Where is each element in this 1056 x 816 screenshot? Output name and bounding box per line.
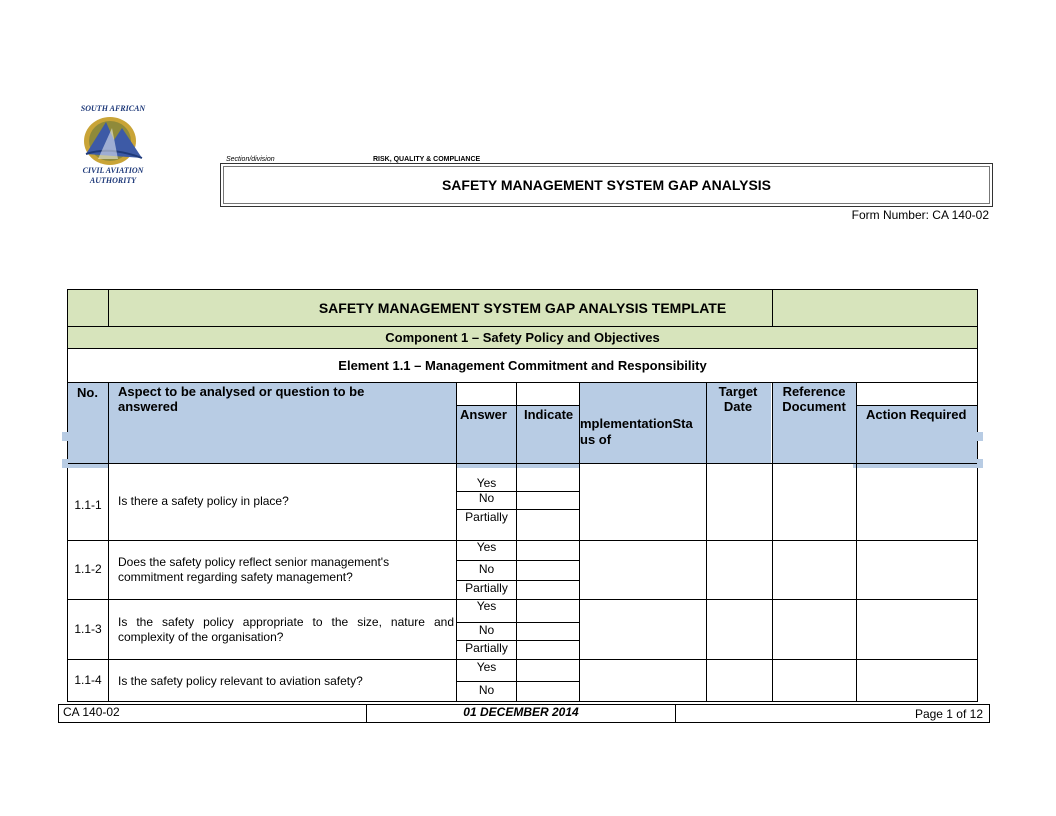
header-aspect: Aspect to be analysed or question to be answered [118,384,365,414]
header-answer: Answer [460,407,507,422]
header-indicate: Indicate [524,407,574,422]
row-4-answer-yes[interactable]: Yes [476,660,497,674]
table-title: SAFETY MANAGEMENT SYSTEM GAP ANALYSIS TEMPLATE [68,290,977,327]
row-3-no: 1.1-3 [74,622,102,636]
footer-date: 01 DECEMBER 2014 [463,705,579,719]
row-1-answer-yes[interactable]: Yes [476,476,497,490]
document-title-box [220,163,993,207]
form-number: Form Number: CA 140-02 [851,208,989,222]
logo-line1: SOUTH AFRICAN [80,104,146,113]
row-2-no: 1.1-2 [74,562,102,576]
header-reference: Reference Document [782,384,846,414]
caa-logo [72,104,154,194]
row-2-question: Does the safety policy reflect senior management's commitment regarding safety management? [118,555,390,584]
header-no: No. [77,385,98,400]
row-3-answer-yes[interactable]: Yes [476,599,497,613]
component-row: Component 1 – Safety Policy and Objectives [68,327,977,349]
row-2-answer-yes[interactable]: Yes [476,540,497,554]
row-4-no: 1.1-4 [74,673,102,687]
document-title: SAFETY MANAGEMENT SYSTEM GAP ANALYSIS [441,177,772,193]
footer-form-code: CA 140-02 [63,705,120,719]
header-implementation: mplementationSta [580,416,693,431]
element-row: Element 1.1 – Management Commitment and Responsibility [68,349,977,383]
row-3-answer-no[interactable]: No [478,623,495,637]
logo-line3: AUTHORITY [89,176,137,185]
row-1-answer-no[interactable]: No [478,491,495,505]
row-1-no: 1.1-1 [74,498,102,512]
section-value: RISK, QUALITY & COMPLIANCE [373,156,481,163]
section-label: Section/division [226,156,275,163]
logo-emblem-icon [72,114,154,166]
header-action: Action Required [866,407,967,422]
header-implementation-2: us of [580,432,612,447]
row-3-answer-partially[interactable]: Partially [465,641,508,655]
row-4-question: Is the safety policy relevant to aviation safety? [118,674,363,688]
row-1-answer-partially[interactable]: Partially [465,510,508,524]
row-2-answer-no[interactable]: No [478,562,495,576]
footer-page: Page 1 of 12 [914,707,983,721]
header-target-date: Target Date [718,384,758,414]
row-2-answer-partially[interactable]: Partially [465,581,508,595]
row-1-question: Is there a safety policy in place? [118,494,289,508]
logo-line2: CIVIL AVIATION [82,166,144,175]
row-4-answer-no[interactable]: No [478,683,495,697]
row-3-question: Is the safety policy appropriate to the size, nature and complexity of the organisation? [118,615,454,644]
